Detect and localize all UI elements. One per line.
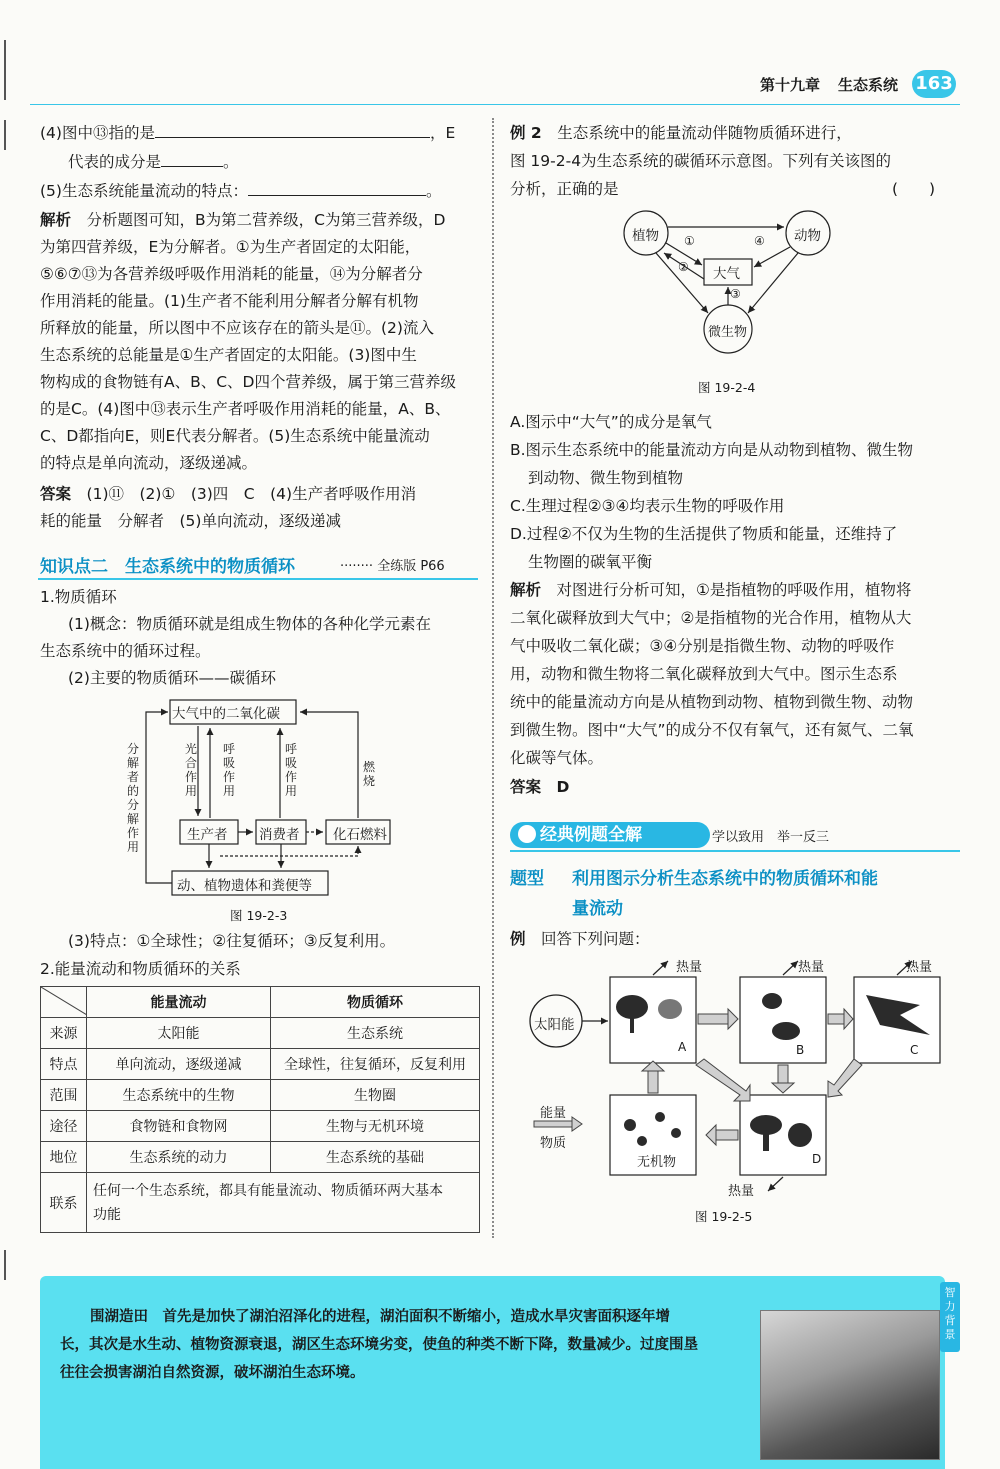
table-cell: 生态系统的动力 <box>87 1142 271 1173</box>
example-2-line: 分析，正确的是 <box>510 180 619 198</box>
header-rule <box>30 104 960 105</box>
analysis-line: 生态系统的总能量是①生产者固定的太阳能。(3)图中生 <box>40 346 417 364</box>
analysis-line: 化碳等气体。 <box>510 749 604 767</box>
energy-matter-diagram <box>520 955 960 1205</box>
option-d-cont: 生物圈的碳氧平衡 <box>528 553 653 571</box>
analysis-line: 的特点是单向流动，逐级递减。 <box>40 454 258 472</box>
fig4-caption: 图 19-2-4 <box>698 380 756 395</box>
option-b: B.图示生态系统中的能量流动方向是从动物到植物、微生物 <box>510 441 914 459</box>
option-d: D.过程②不仅为生物的生活提供了物质和能量，还维持了 <box>510 525 898 543</box>
fig4-num-4: ④ <box>754 234 765 248</box>
table-cell: 生物圈 <box>271 1080 480 1111</box>
margin-mark <box>4 1250 6 1280</box>
analysis-line: ⑤⑥⑦⑬为各营养级呼吸作用消耗的能量，⑭为分解者分 <box>40 265 423 283</box>
table-cell: 生态系统中的生物 <box>87 1080 271 1111</box>
fig5-heat-4: 热量 <box>728 1184 755 1199</box>
analysis-line: C、D都指向E，则E代表分解者。(5)生态系统中能量流动 <box>40 427 430 445</box>
fig4-num-2: ② <box>678 260 689 274</box>
analysis-line: 物构成的食物链有A、B、C、D四个营养级，属于第三营养级 <box>40 373 456 391</box>
table-header: 能量流动 <box>87 987 271 1018</box>
table-cell: 途径 <box>41 1111 87 1142</box>
section-2-title: 2.能量流动和物质循环的关系 <box>40 960 241 978</box>
banner-underline <box>510 850 960 852</box>
tip-line-3: 往往会损害湖泊自然资源，破坏湖泊生态环境。 <box>60 1365 365 1381</box>
table-cell: 来源 <box>41 1018 87 1049</box>
table-cell: 联系 <box>41 1173 87 1233</box>
table-row <box>41 1142 480 1173</box>
tip-line-2: 长，其次是水生动、植物资源衰退，湖区生态环境劣变，使鱼的种类不断下降，数量减少。过度围垦 <box>60 1337 698 1353</box>
fig4-animal: 动物 <box>794 228 821 244</box>
analysis-line: 作用消耗的能量。(1)生产者不能利用分解者分解有机物 <box>40 292 419 310</box>
question-type-title: 利用图示分析生态系统中的物质循环和能 <box>572 869 878 889</box>
option-b-cont: 到动物、微生物到植物 <box>528 469 684 487</box>
analysis-line: 气中吸收二氧化碳；③④分别是指微生物、动物的呼吸作 <box>510 637 895 655</box>
table-cell: 生态系统的基础 <box>271 1142 480 1173</box>
question-4: (4)图中⑬指的是 ，E <box>40 124 456 142</box>
table-cell: 范围 <box>41 1080 87 1111</box>
tip-title: 围湖造田 <box>90 1309 148 1325</box>
lake-reclamation-photo <box>760 1310 940 1460</box>
analysis-line: 统中的能量流动方向是从植物到动物、植物到微生物、动物 <box>510 693 914 711</box>
answer-block: 答案 (1)⑪ (2)① (3)四 C (4)生产者呼吸作用消 <box>40 485 417 503</box>
analysis-block: 解析 分析题图可知，B为第二营养级，C为第三营养级，D <box>40 211 446 229</box>
tip-line-1: 围湖造田 首先是加快了湖泊沼泽化的进程，湖泊面积不断缩小，造成水旱灾害面积逐年增 <box>90 1309 670 1325</box>
tip-tab-label: 智力背景 <box>940 1282 960 1352</box>
concept-line: 生态系统中的循环过程。 <box>40 642 211 660</box>
analysis-line: 到微生物。图中“大气”的成分不仅有氧气，还有氮气、二氧 <box>510 721 914 739</box>
option-a: A.图示中“大气”的成分是氧气 <box>510 413 712 431</box>
classic-examples-banner: 经典例题全解 <box>510 822 710 848</box>
knowledge-point-title: 知识点二 生态系统中的物质循环 <box>40 557 295 577</box>
margin-mark <box>4 40 6 100</box>
analysis-line: 为第四营养级，E为分解者。①为生产者固定的太阳能， <box>40 238 421 256</box>
fig3-remains-label: 动、植物遗体和粪便等 <box>177 878 312 894</box>
concept-line: (1)概念：物质循环就是组成生物体的各种化学元素在 <box>68 615 431 633</box>
analysis-line: 所释放的能量，所以图中不应该存在的箭头是⑪。(2)流入 <box>40 319 434 337</box>
fig5-heat-2: 热量 <box>798 960 825 975</box>
table-cell: 生态系统 <box>271 1018 480 1049</box>
fig4-air: 大气 <box>713 266 740 282</box>
answer-right: 答案 D <box>510 778 570 796</box>
table-cell-link: 任何一个生态系统，都具有能量流动、物质循环两大基本 功能 <box>87 1173 480 1233</box>
analysis-line: 的是C。(4)图中⑬表示生产者呼吸作用消耗的能量，A、B、 <box>40 400 451 418</box>
fig3-photo-label: 光 合 作 用 <box>184 742 197 798</box>
fig5-label-c: C <box>910 1043 919 1057</box>
example-prompt: 例 回答下列问题： <box>510 930 650 948</box>
table-cell: 地位 <box>41 1142 87 1173</box>
fig5-caption: 图 19-2-5 <box>695 1209 753 1224</box>
analysis-line: 用，动物和微生物将二氧化碳释放到大气中。图示生态系 <box>510 665 898 683</box>
knowledge-point-underline <box>38 578 478 580</box>
section-1-title: 1.物质循环 <box>40 588 117 606</box>
fig5-legend-matter: 物质 <box>540 1136 567 1151</box>
table-cell: 食物链和食物网 <box>87 1111 271 1142</box>
table-cell: 太阳能 <box>87 1018 271 1049</box>
fig4-microbe: 微生物 <box>708 325 748 340</box>
fig5-heat-1: 热量 <box>676 960 703 975</box>
knowledge-point-ref: ········ 全练版 P66 <box>340 559 445 574</box>
question-type-label: 题型 <box>510 869 544 889</box>
table-cell: 单向流动，逐级递减 <box>87 1049 271 1080</box>
fig4-plant: 植物 <box>632 228 659 244</box>
fig4-num-3: ③ <box>730 287 741 301</box>
chapter-label: 第十九章 <box>760 76 821 94</box>
table-header-corner <box>41 987 87 1018</box>
fig3-decomp-label: 分 解 者 的 分 解 作 用 <box>126 742 139 854</box>
diagonal-divider <box>41 987 87 1015</box>
question-type-title-cont: 量流动 <box>572 899 623 919</box>
table-header: 物质循环 <box>271 987 480 1018</box>
analysis-block-right: 解析 对图进行分析可知，①是指植物的呼吸作用，植物将 <box>510 581 912 599</box>
column-divider <box>492 118 494 1238</box>
fig5-label-d: D <box>812 1152 822 1166</box>
fig3-consumer-label: 消费者 <box>259 827 300 843</box>
speaker-icon <box>518 825 536 843</box>
table-row <box>41 1018 480 1049</box>
section-label: 生态系统 <box>838 76 899 94</box>
fig5-legend-energy: 能量 <box>540 1106 567 1121</box>
fig4-num-1: ① <box>684 234 695 248</box>
fig5-sun: 太阳能 <box>534 1017 575 1033</box>
question-5: (5)生态系统能量流动的特点： 。 <box>40 182 442 200</box>
table-cell: 特点 <box>41 1049 87 1080</box>
example-2-line: 例 2 生态系统中的能量流动伴随物质循环进行， <box>510 124 852 142</box>
question-4-part2: 代表的成分是 。 <box>68 153 239 171</box>
fig3-fossil-label: 化石燃料 <box>333 827 387 843</box>
analysis-line: 二氧化碳释放到大气中；②是指植物的光合作用，植物从大 <box>510 609 912 627</box>
relation-table <box>40 986 480 1233</box>
fig3-resp1-label: 呼 吸 作 用 <box>222 742 235 798</box>
fig3-burn-label: 燃 烧 <box>362 760 375 788</box>
page-number: 163 <box>912 70 956 98</box>
margin-mark <box>4 120 6 150</box>
fig3-producer-label: 生产者 <box>187 827 228 843</box>
example-2-line: 图 19-2-4为生态系统的碳循环示意图。下列有关该图的 <box>510 152 892 170</box>
table-row <box>41 1049 480 1080</box>
fig5-label-b: B <box>796 1043 805 1057</box>
banner-subtitle: 学以致用 举一反三 <box>712 830 830 845</box>
fig3-air-label: 大气中的二氧化碳 <box>172 706 280 722</box>
fig3-resp2-label: 呼 吸 作 用 <box>284 742 297 798</box>
features-line: (3)特点：①全球性；②往复循环；③反复利用。 <box>68 932 396 950</box>
table-cell: 生物与无机环境 <box>271 1111 480 1142</box>
table-row <box>41 1111 480 1142</box>
table-row <box>41 1173 480 1233</box>
answer-paren: ( ) <box>892 180 936 198</box>
option-c: C.生理过程②③④均表示生物的呼吸作用 <box>510 497 785 515</box>
answer-line: 耗的能量 分解者 (5)单向流动，逐级递减 <box>40 512 341 530</box>
fig5-inorganic: 无机物 <box>637 1155 677 1170</box>
fig5-label-a: A <box>678 1040 687 1054</box>
fig5-heat-3: 热量 <box>906 960 933 975</box>
table-cell: 全球性，往复循环，反复利用 <box>271 1049 480 1080</box>
table-row <box>41 1080 480 1111</box>
main-cycle-title: (2)主要的物质循环——碳循环 <box>68 669 276 687</box>
fig3-caption: 图 19-2-3 <box>230 908 288 923</box>
